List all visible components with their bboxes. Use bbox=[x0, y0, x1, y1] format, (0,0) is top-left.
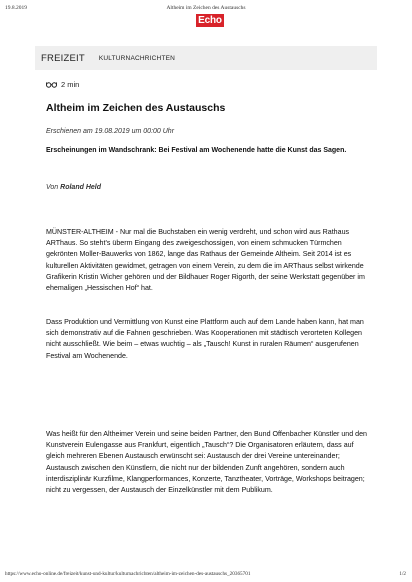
byline-prefix: Von bbox=[46, 184, 59, 191]
reading-time bbox=[46, 80, 79, 89]
print-url: https://www.echo-online.de/freizeit/kunst-und-kultur/kulturnachrichten/altheim-im-zeichen-des-austauschs_20365701 bbox=[5, 571, 251, 577]
nav-subsection-kulturnachrichten[interactable]: KULTURNACHRICHTEN bbox=[98, 54, 176, 62]
print-header bbox=[0, 0, 412, 12]
article-paragraph: MÜNSTER-ALTHEIM - Nur mal die Buchstaben ein wenig verdreht, und schon wird aus Rathaus ARThaus. So steht’s überm Eingang des zweigeschossigen, von einem schmucken Türmchen gekrönten Moller-Bauwerks von 1862, lange das Rathaus der Gemeinde Altheim. Seit 2014 ist es kulturellen Aktivitäten gewidmet, getragen von einem Verein, zu dem die im ARThaus selbst wirkende Grafikerin Kristin Wicher gehören und der Bildhauer Roger Rigorth, der seine Werkstatt gegenüber im ehemaligen „Hessischen Hof“ hat. bbox=[46, 228, 365, 293]
glasses-icon bbox=[46, 81, 57, 88]
echo-logo[interactable]: Echo bbox=[196, 14, 224, 27]
article-paragraph: Dass Produktion und Vermittlung von Kunst eine Plattform auch auf dem Lande haben kann, hat man sich demonstrativ auf die Fahnen geschrieben. Was Kooperationen mit städtisch verorteten Kollegen nicht ausschließt. Wie beim – etwas wuchtig – als „Tausch! Kunst in ruralen Räumen“ ausgerufenen Festival am Wochenende. bbox=[46, 318, 364, 360]
print-date: 19.8.2019 bbox=[5, 5, 27, 11]
article-headline: Altheim im Zeichen des Austauschs bbox=[46, 102, 226, 114]
published-date: Erschienen am 19.08.2019 um 00:00 Uhr bbox=[46, 128, 175, 135]
print-page-number: 1/2 bbox=[399, 571, 406, 577]
section-nav bbox=[35, 46, 377, 70]
author-link[interactable]: Roland Held bbox=[60, 184, 101, 191]
reading-time-label: 2 min bbox=[61, 80, 80, 89]
byline bbox=[46, 184, 101, 191]
article-paragraph: Was heißt für den Altheimer Verein und seine beiden Partner, den Bund Offenbacher Künstler und den Kunstverein Eulengasse aus Frankfurt, eigentlich „Tausch“? Die Organisatoren erläutern, dass auf gleich mehreren Ebenen Austausch erwünscht sei: Austausch der drei Vereine untereinander; Austausch zwischen den Künstlern, die nicht nur der bildenden Zunft angehören, sondern auch interdisziplinär Kurzfilme, Klangperformances, Konzerte, Tanztheater, Vorträge, Workshops beitragen; nicht zu vergessen, der Austausch der Einzelkünstler mit dem Publikum. bbox=[46, 430, 368, 495]
nav-section-freizeit[interactable]: FREIZEIT bbox=[41, 52, 85, 64]
article-teaser: Erscheinungen im Wandschrank: Bei Festival am Wochenende hatte die Kunst das Sagen. bbox=[46, 147, 347, 154]
print-footer bbox=[0, 567, 412, 579]
print-page-title: Altheim im Zeichen des Austauschs bbox=[166, 5, 246, 11]
